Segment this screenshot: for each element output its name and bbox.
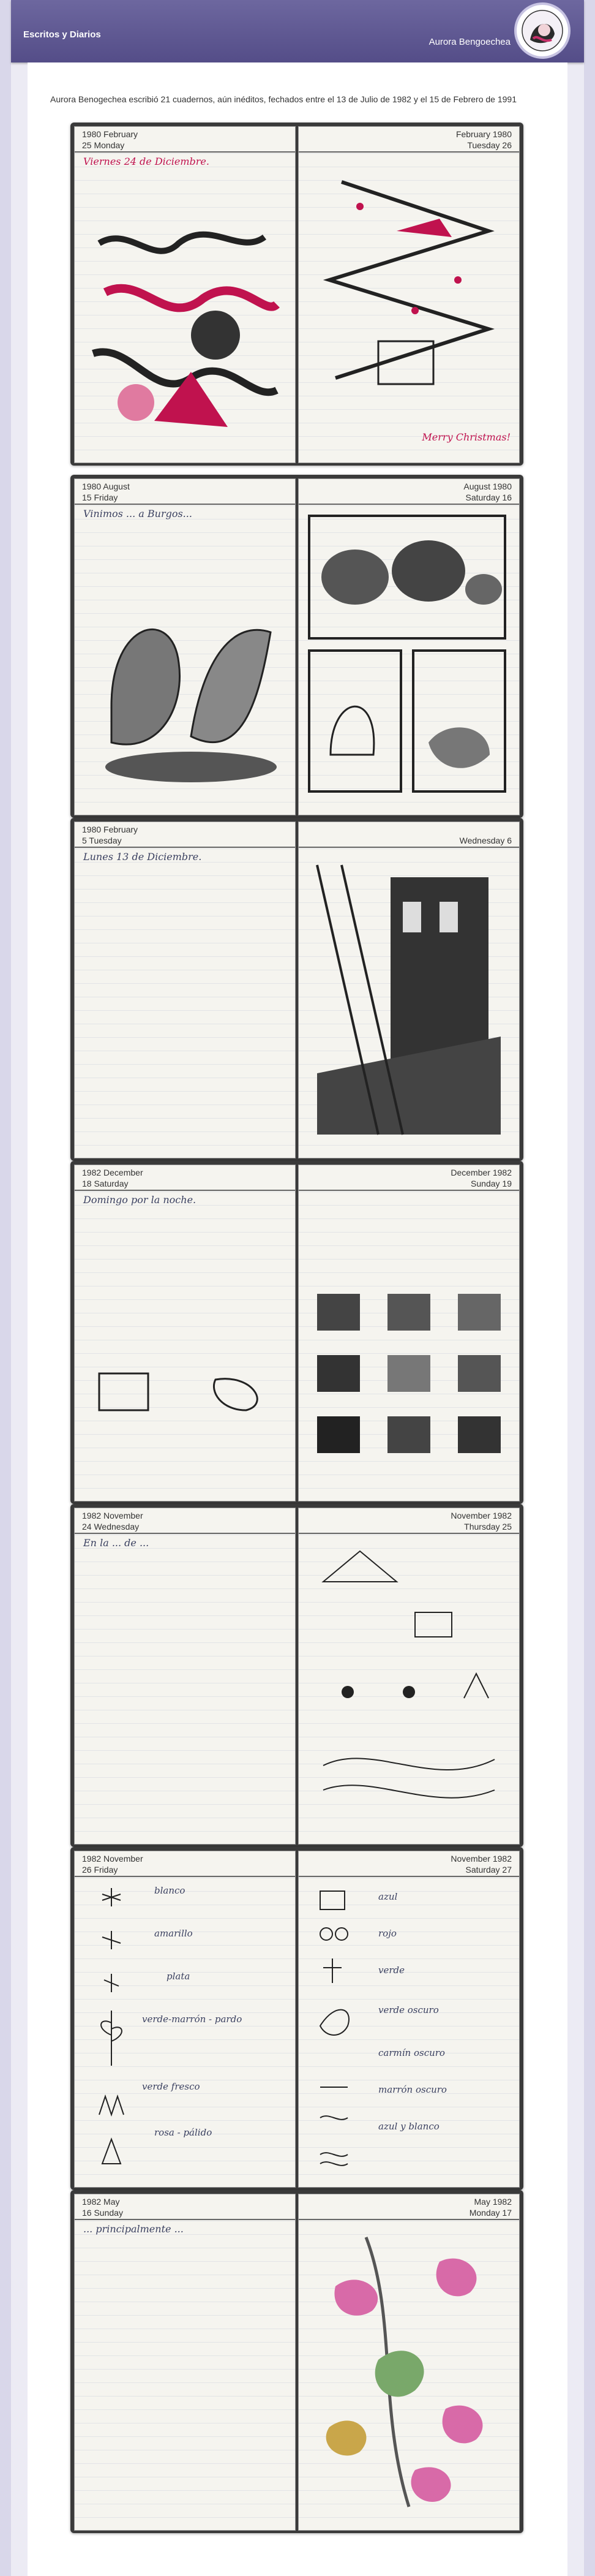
left-page xyxy=(74,1508,296,1845)
diary-text: En la ... de ... xyxy=(83,1537,149,1549)
left-page xyxy=(74,1851,296,2188)
notebook-spread-2[interactable] xyxy=(70,475,523,818)
drawing xyxy=(305,157,513,415)
diary-text: Lunes 13 de Diciembre. xyxy=(83,851,202,863)
drawing xyxy=(93,1367,277,1416)
right-page xyxy=(298,822,520,1158)
right-page xyxy=(298,126,520,463)
page-day: Tuesday 26 xyxy=(467,140,512,150)
color-label: verde oscuro xyxy=(378,2004,439,2015)
color-label: marrón oscuro xyxy=(378,2084,447,2095)
diary-caption: Merry Christmas! xyxy=(422,431,511,443)
right-page xyxy=(298,1165,520,1501)
page-month: 1982 December xyxy=(82,1168,143,1177)
page-month: February 1980 xyxy=(455,129,512,139)
drawing xyxy=(311,1288,507,1490)
author-name[interactable]: Aurora Bengoechea xyxy=(428,37,511,47)
page-month: 1980 February xyxy=(82,129,138,139)
color-label: carmín oscuro xyxy=(378,2047,445,2058)
notebook-spread-6[interactable] xyxy=(70,1847,523,2190)
color-label: azul xyxy=(378,1891,398,1902)
page-day: Sunday 19 xyxy=(471,1179,512,1188)
notebook-spread-3[interactable] xyxy=(70,818,523,1161)
right-page xyxy=(298,1851,520,2188)
notebook-spread-4[interactable] xyxy=(70,1161,523,1504)
color-label: verde fresco xyxy=(142,2081,200,2092)
page-day: 18 Saturday xyxy=(82,1179,129,1188)
drawing xyxy=(87,1882,136,2170)
notebook-spread-1[interactable] xyxy=(70,123,523,466)
page-month: August 1980 xyxy=(463,482,512,491)
drawing xyxy=(81,219,289,451)
page-day: Wednesday 6 xyxy=(459,836,512,845)
drawing xyxy=(87,583,283,798)
page-day: 15 Friday xyxy=(82,493,118,502)
right-page xyxy=(298,1508,520,1845)
color-label: amarillo xyxy=(154,1928,193,1939)
notebook-spread-7[interactable] xyxy=(70,2190,523,2533)
page-day: 16 Sunday xyxy=(82,2208,123,2218)
drawing xyxy=(305,2225,513,2519)
left-page xyxy=(74,126,296,463)
page-month: 1982 November xyxy=(82,1511,143,1520)
diary-text: ... principalmente ... xyxy=(83,2223,184,2235)
page-day: 25 Monday xyxy=(82,140,125,150)
right-page xyxy=(298,2194,520,2531)
page-month: November 1982 xyxy=(451,1511,512,1520)
page-day: Thursday 25 xyxy=(464,1522,512,1532)
page-day: 26 Friday xyxy=(82,1865,118,1875)
page-month: 1980 February xyxy=(82,825,138,834)
page-month: 1982 November xyxy=(82,1854,143,1864)
drawing xyxy=(311,1545,507,1827)
portrait-logo-icon[interactable] xyxy=(517,5,568,56)
page-month: 1982 May xyxy=(82,2197,120,2207)
drawing xyxy=(305,853,513,1147)
right-page xyxy=(298,478,520,815)
diary-text: Viernes 24 de Diciembre. xyxy=(83,156,209,167)
color-label: plata xyxy=(167,1971,190,1982)
color-label: blanco xyxy=(154,1885,185,1896)
page-month: 1980 August xyxy=(82,482,130,491)
left-page xyxy=(74,1165,296,1501)
color-label: rojo xyxy=(378,1928,397,1939)
page-month: May 1982 xyxy=(474,2197,512,2207)
page-month: November 1982 xyxy=(451,1854,512,1864)
page-day: Saturday 16 xyxy=(465,493,512,502)
page-day: 5 Tuesday xyxy=(82,836,122,845)
color-label: verde-marrón - pardo xyxy=(142,2014,242,2025)
diary-text: Vinimos ... a Burgos... xyxy=(83,508,192,519)
notebook-spread-5[interactable] xyxy=(70,1504,523,1847)
color-label: azul y blanco xyxy=(378,2121,440,2132)
site-title[interactable]: Escritos y Diarios xyxy=(23,29,101,40)
page-day: Monday 17 xyxy=(469,2208,512,2218)
drawing xyxy=(311,1885,366,2167)
diary-text: Domingo por la noche. xyxy=(83,1194,196,1206)
page-day: 24 Wednesday xyxy=(82,1522,140,1532)
intro-text: Aurora Benogechea escribió 21 cuadernos, aún inéditos, fechados entre el 13 de Julio de 1982 y el 15 de Febrero de 1991 xyxy=(50,94,517,104)
page-day: Saturday 27 xyxy=(465,1865,512,1875)
color-label: rosa - pálido xyxy=(154,2127,212,2138)
left-page xyxy=(74,822,296,1158)
drawing xyxy=(306,510,512,804)
color-label: verde xyxy=(378,1965,405,1976)
left-page xyxy=(74,2194,296,2531)
left-page xyxy=(74,478,296,815)
site-header xyxy=(11,0,584,62)
page-month: December 1982 xyxy=(451,1168,512,1177)
